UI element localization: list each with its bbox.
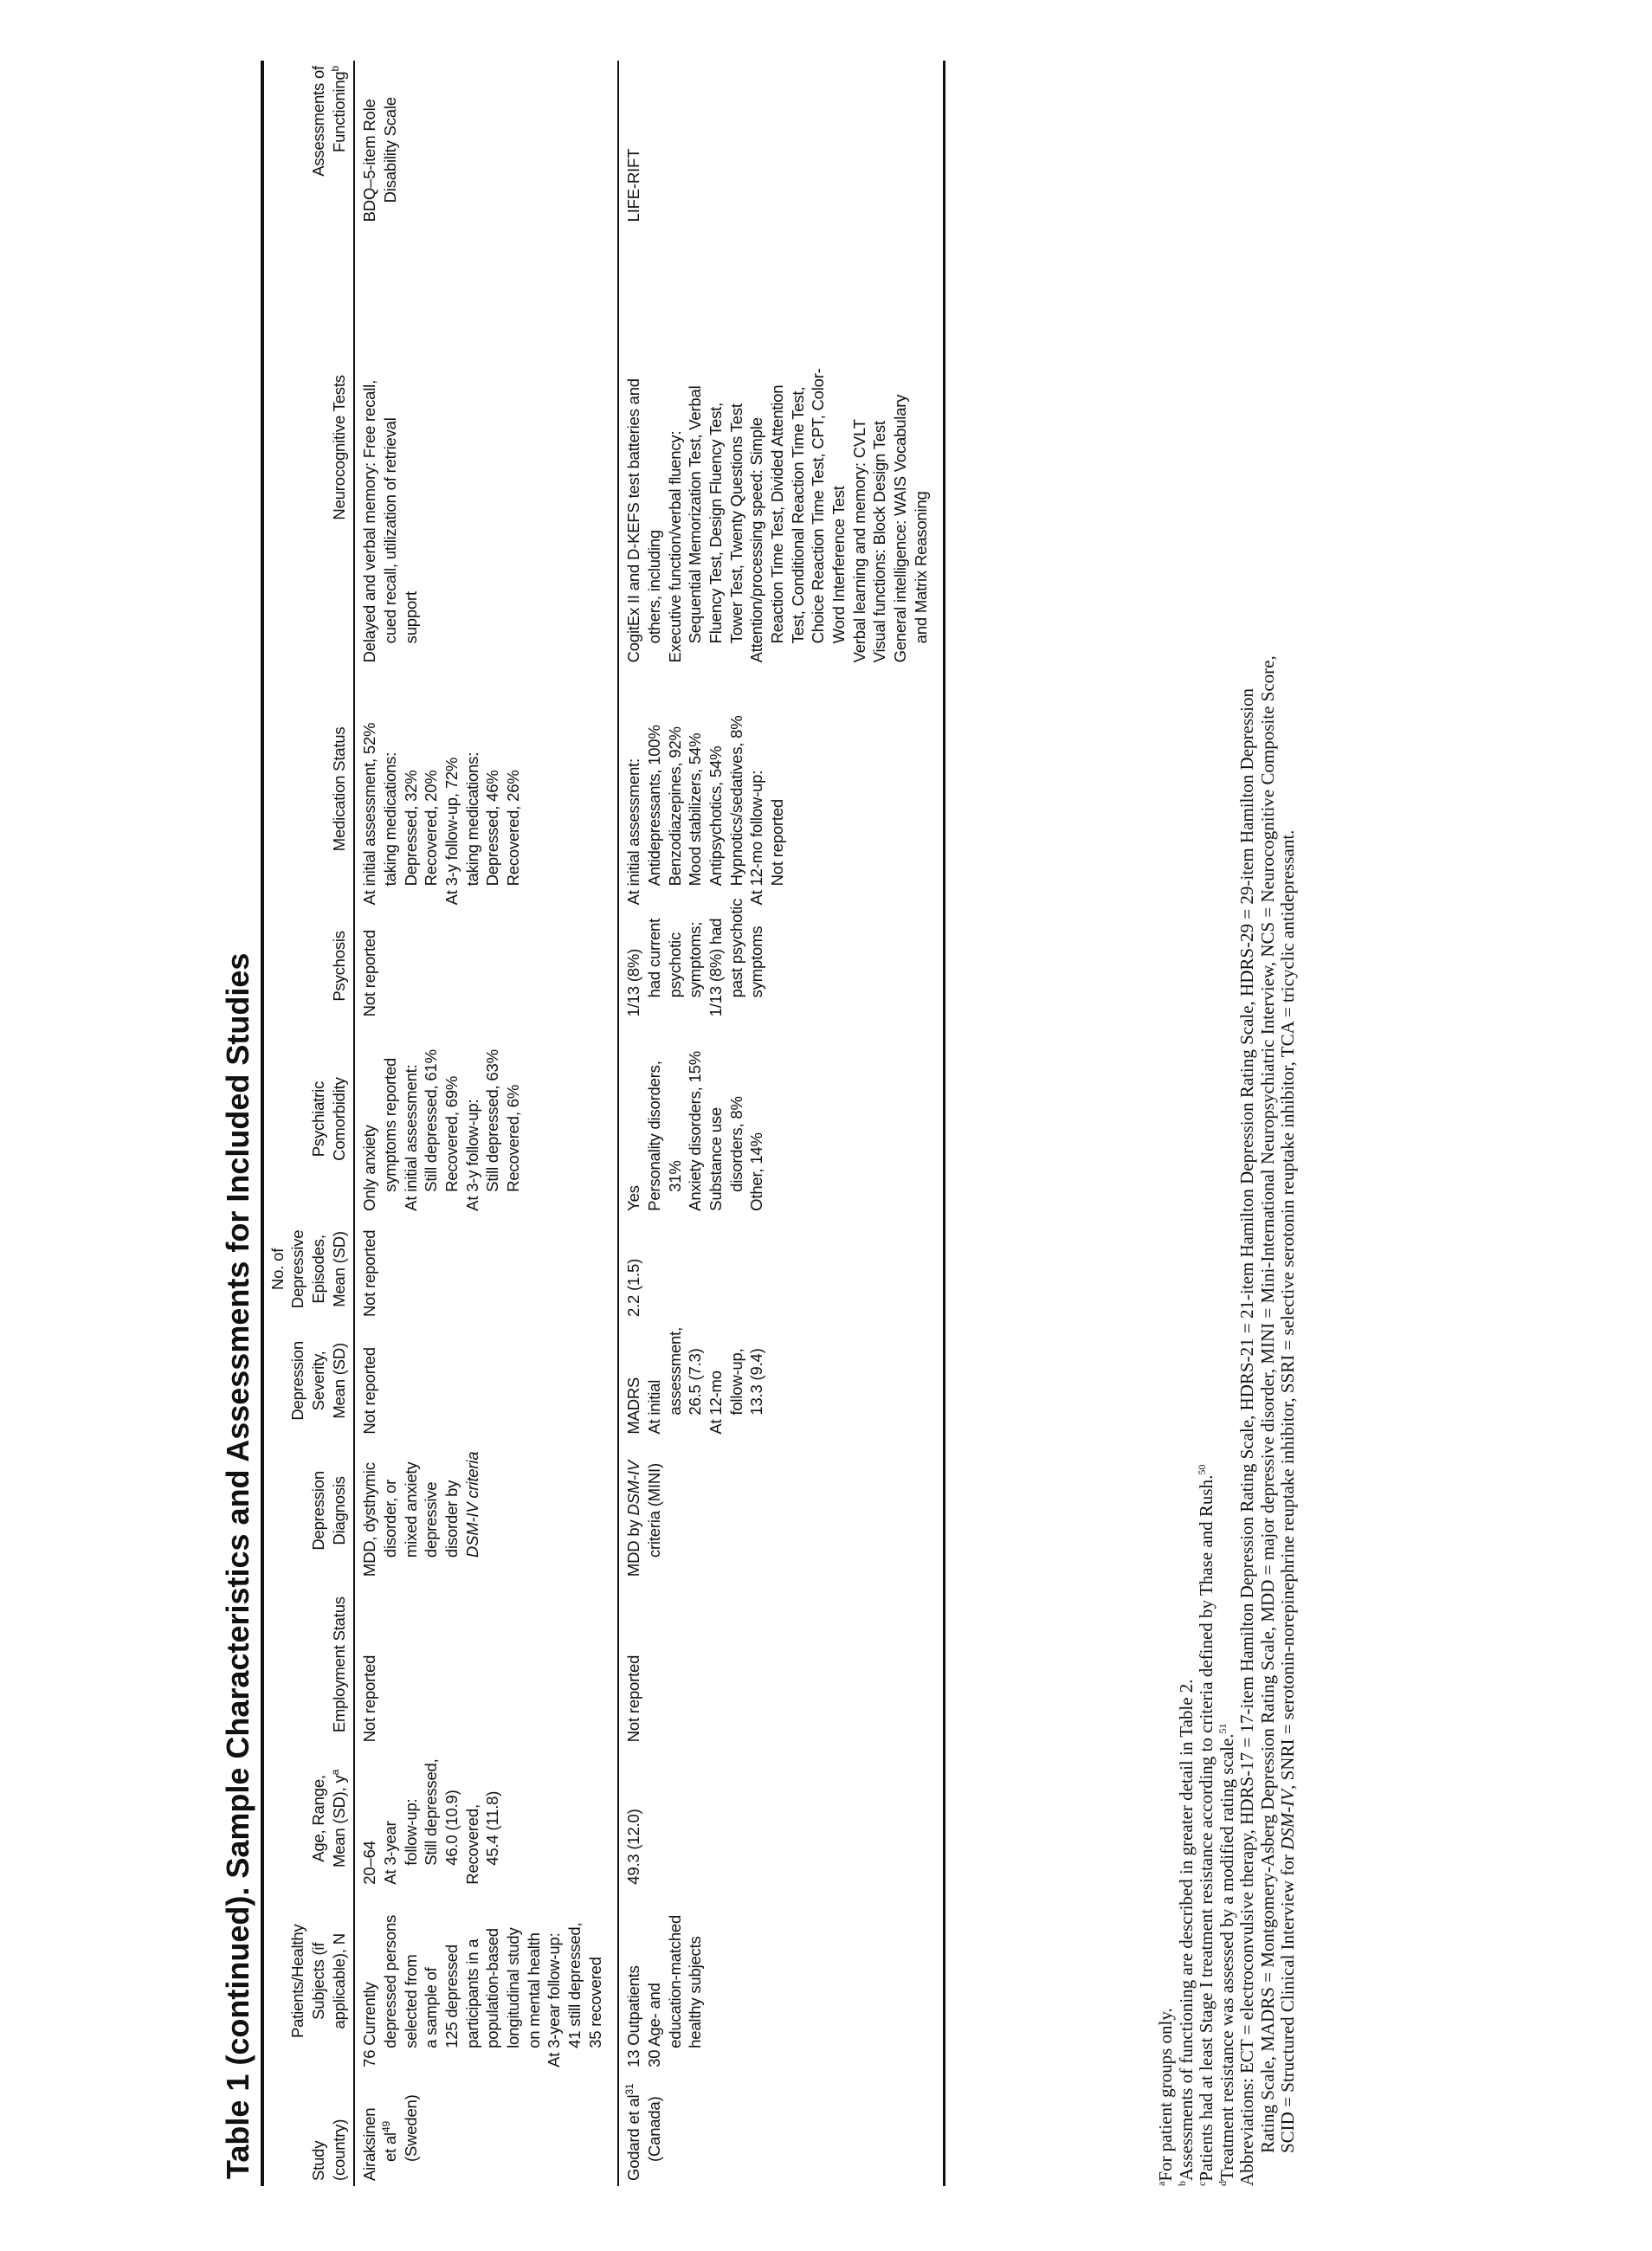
diagnosis-cell: MDD by DSM-IV criteria (MINI) xyxy=(618,1440,945,1582)
comorbidity-cell: Only anxiety symptoms reported At initial assessment: Still depressed, 61% Recovered, 69% At 3-y follow-up: Still depressed, 63% Recovered, 6% xyxy=(360,1049,522,1211)
header-functioning: Assessments of Functioning$^b$ xyxy=(264,61,355,227)
header-age: Age, Range, Mean (SD), $y^a$ xyxy=(264,1747,355,1889)
footnote-a: $^a$For patient groups only. xyxy=(1155,2008,1176,2186)
employment-cell: Not reported xyxy=(360,1654,379,1743)
studies-table xyxy=(264,61,946,2186)
neuro-cell: Delayed and verbal memory: Free recall, cued recall, utilization of retrieval support xyxy=(360,379,420,663)
patients-cell: 76 Currently depressed persons selected from a sample of 125 depressed participants in a population-based longitudinal study on mental health At 3-year follow-up: 41 still depressed, 35 recovered xyxy=(360,1914,604,2067)
severity-cell: Not reported xyxy=(360,1347,379,1435)
table-container xyxy=(221,61,945,2186)
psychosis-cell: 1/13 (8%) had current psychotic symptoms; 1/13 (8%) had past psychotic symptoms xyxy=(618,910,945,1022)
medication-cell: At initial assessment: Antidepressants, 100% Benzodiazepines, 92% Mood stabilizers, 54% Antipsychotics, 54% Hypnotics/sedatives, 8% At 12-mo follow-up: Not reported xyxy=(618,668,945,910)
table-footnotes xyxy=(1156,56,1299,2186)
functioning-cell: BDQ–5-item Role Disability Scale xyxy=(360,97,399,223)
header-row xyxy=(264,61,355,2186)
header-neuro: Neurocognitive Tests xyxy=(264,227,355,668)
table-row xyxy=(618,61,945,2186)
header-employment: Employment Status xyxy=(264,1582,355,1747)
header-diagnosis: Depression Diagnosis xyxy=(264,1440,355,1582)
header-severity: Depression Severity, Mean (SD) xyxy=(264,1322,355,1440)
age-cell: 20–64 At 3-year follow-up: Still depressed, 46.0 (10.9) Recovered, 45.4 (11.8) xyxy=(360,1758,502,1885)
episodes-cell: 2.2 (1.5) xyxy=(618,1216,945,1322)
study-cell: Airaksinen et $al^{49}$ (Sweden) xyxy=(360,2094,420,2181)
footnote-d: $^d$Treatment resistance was assessed by a modified rating scale.$^{51}$ xyxy=(1216,1723,1237,2186)
employment-cell: Not reported xyxy=(618,1582,945,1747)
psychosis-cell: Not reported xyxy=(360,929,379,1017)
study-cell: Godard et $al^{31}$ (Canada) xyxy=(618,2073,945,2186)
neuro-cell: CogitEx II and D-KEFS test batteries and others, including Executive function/verbal fluency: Sequential Memorization Test, Verbal Fluency Test, Design Fluency Test, Tower Test, Twenty Questions Test Attention/processing speed: Simple Reaction Time Test, Divided Attention Test, Conditional Reaction Time Test, Choice Reaction Time Test, CPT, Color- Word Interference Test Verbal learning and memory: CVLT Visual functions: Block Design Test General intelligence: WAIS Vocabulary and Matrix Reasoning xyxy=(618,227,945,668)
header-psychosis: Psychosis xyxy=(264,910,355,1022)
age-cell: 49.3 (12.0) xyxy=(618,1747,945,1889)
abbreviations-line-2: Rating Scale, MADRS = Montgomery-Asberg Depression Rating Scale, MDD = major depressive disorder, MINI = Mini-International Neuropsychiatric Interview, NCS = Neurocognitive Composite Score, xyxy=(1256,655,1278,2153)
header-comorbidity: Psychiatric Comorbidity xyxy=(264,1022,355,1216)
footnote-b: $^b$Assessments of functioning are described in greater detail in Table 2. xyxy=(1175,1679,1197,2186)
functioning-cell: LIFE-RIFT xyxy=(618,61,945,227)
header-medication: Medication Status xyxy=(264,668,355,910)
footnote-c: $^c$Patients had at least Stage I treatment resistance according to criteria defined by Thase and Rush.$^{50}$ xyxy=(1196,1464,1217,2186)
patients-cell: 13 Outpatients 30 Age- and education-matched healthy subjects xyxy=(618,1890,945,2073)
abbreviations-line-3: SCID = Structured Clinical Interview for DSM-IV, SNRI = serotonin-norepinephrine reuptake inhibitor, SSRI = selective serotonin reuptake inhibitor, TCA = tricyclic antidepressant. xyxy=(1277,829,1299,2153)
comorbidity-cell: Yes Personality disorders, 31% Anxiety disorders, 15% Substance use disorders, 8% Other, 14% xyxy=(618,1022,945,1216)
severity-cell: MADRS At initial assessment, 26.5 (7.3) At 12-mo follow-up, 13.3 (9.4) xyxy=(618,1322,945,1440)
diagnosis-cell: MDD, dysthymic disorder, or mixed anxiety depressive disorder by DSM-IV criteria xyxy=(360,1451,481,1577)
table-row xyxy=(354,61,618,2186)
abbreviations-line-1: Abbreviations: ECT = electroconvulsive therapy, HDRS-17 = 17-item Hamilton Depression Rating Scale, HDRS-21 = 21-item Hamilton Depression Rating Scale, HDRS-29 = 29-item Hamilton Depression xyxy=(1236,687,1258,2186)
medication-cell: At initial assessment, 52% taking medications: Depressed, 32% Recovered, 20% At 3-y follow-up, 72% taking medications: Depressed, 46% Recovered, 26% xyxy=(360,722,522,906)
header-patients: Patients/Healthy Subjects (if applicable), N xyxy=(264,1890,355,2073)
episodes-cell: Not reported xyxy=(360,1229,379,1318)
header-study: Study (country) xyxy=(264,2073,355,2186)
header-episodes: No. of Depressive Episodes, Mean (SD) xyxy=(264,1216,355,1322)
table-title: Table 1 (continued). Sample Characteristics and Assessments for Included Studies xyxy=(221,61,264,2186)
